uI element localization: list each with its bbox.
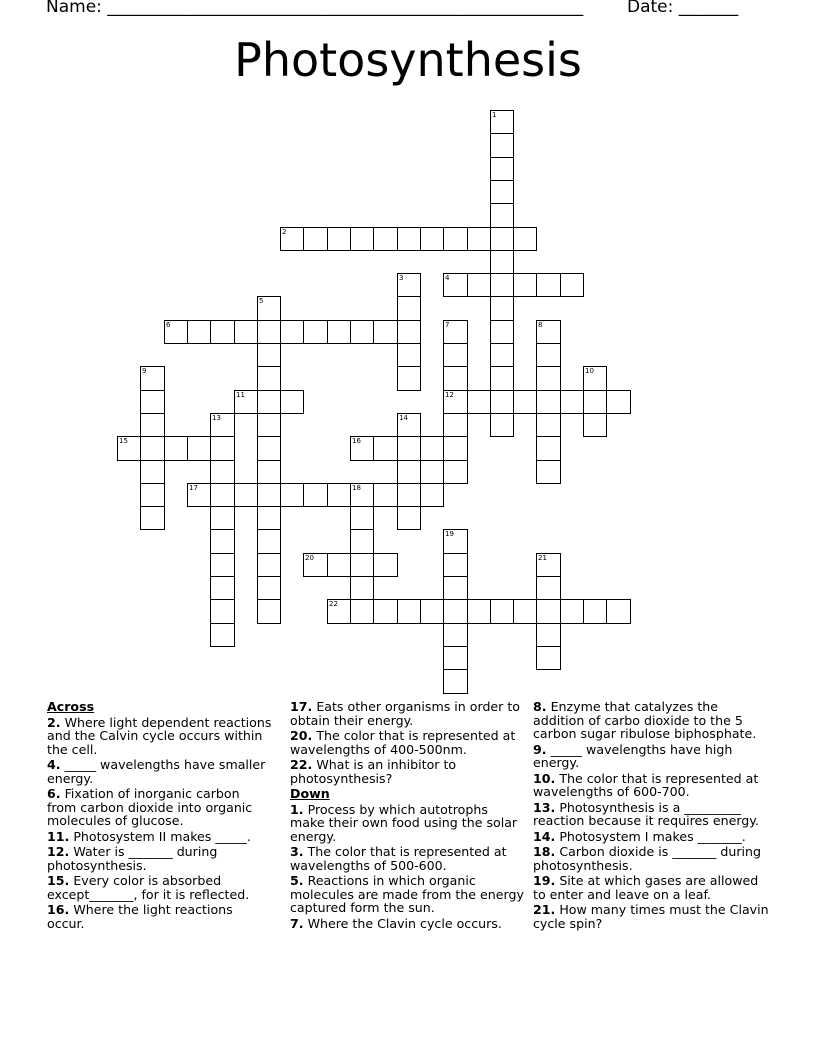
clue-number: 19 — [445, 530, 454, 538]
grid-cell[interactable] — [443, 623, 468, 647]
clue-item-text: The color that is represented at wavelengths of 600-700. — [533, 770, 759, 799]
grid-cell[interactable] — [140, 460, 165, 484]
grid-cell[interactable] — [420, 483, 444, 507]
grid-cell[interactable] — [257, 460, 281, 484]
grid-cell[interactable] — [560, 273, 584, 297]
clue-item-text: Photosystem I makes _______. — [555, 828, 746, 844]
grid-cell[interactable] — [536, 413, 561, 437]
grid-cell[interactable] — [536, 576, 561, 600]
grid-cell[interactable] — [513, 273, 537, 297]
clues-column-2 — [290, 700, 525, 932]
grid-cell[interactable] — [140, 436, 165, 461]
grid-cell[interactable] — [467, 227, 491, 251]
grid-cell[interactable] — [536, 320, 561, 344]
grid-cell[interactable] — [606, 599, 631, 624]
grid-cell[interactable] — [513, 227, 537, 251]
clue-item-number: 5. — [290, 873, 304, 888]
grid-cell[interactable] — [536, 599, 561, 624]
grid-cell[interactable] — [490, 320, 514, 344]
clue-item — [290, 917, 525, 931]
clue-number: 16 — [352, 437, 361, 445]
clue-item-text: Water is _______ during photosynthesis. — [47, 844, 218, 873]
grid-cell[interactable] — [536, 366, 561, 391]
grid-cell[interactable] — [257, 413, 281, 437]
clue-item — [290, 845, 525, 872]
down-heading: Down — [290, 786, 330, 801]
grid-cell[interactable] — [257, 506, 281, 530]
clue-item — [533, 903, 773, 930]
clue-number: 9 — [142, 367, 147, 375]
grid-cell[interactable] — [443, 343, 468, 367]
clue-item — [47, 758, 272, 785]
clue-number: 3 — [399, 274, 404, 282]
page-title: Photosynthesis — [234, 33, 582, 87]
grid-cell[interactable] — [187, 483, 211, 507]
grid-cell[interactable] — [397, 296, 421, 321]
grid-cell[interactable] — [210, 529, 235, 554]
grid-cell[interactable] — [210, 320, 235, 344]
grid-cell[interactable] — [350, 483, 374, 507]
grid-cell[interactable] — [257, 553, 281, 577]
clue-item-number: 2. — [47, 714, 61, 730]
grid-cell[interactable] — [327, 320, 351, 344]
grid-cell[interactable] — [490, 110, 514, 134]
grid-cell[interactable] — [117, 436, 141, 461]
clue-item-number: 17. — [290, 699, 313, 714]
clue-item-text: Process by which autotrophs make their own food using the solar energy. — [290, 801, 518, 844]
clue-item-number: 16. — [47, 902, 70, 917]
grid-cell[interactable] — [443, 599, 468, 624]
clue-number: 20 — [305, 554, 314, 562]
grid-cell[interactable] — [257, 320, 281, 344]
clue-item-text: Where the light reactions occur. — [47, 902, 233, 931]
grid-cell[interactable] — [536, 390, 561, 414]
grid-cell[interactable] — [397, 366, 421, 391]
grid-cell[interactable] — [280, 227, 304, 251]
grid-cell[interactable] — [397, 436, 421, 461]
grid-cell[interactable] — [420, 227, 444, 251]
clue-number: 7 — [445, 321, 450, 329]
grid-cell[interactable] — [350, 576, 374, 600]
clue-item — [47, 716, 272, 757]
grid-cell[interactable] — [257, 366, 281, 391]
grid-cell[interactable] — [397, 227, 421, 251]
grid-cell[interactable] — [280, 320, 304, 344]
grid-cell[interactable] — [257, 576, 281, 600]
grid-cell[interactable] — [536, 553, 561, 577]
grid-cell[interactable] — [164, 320, 188, 344]
clue-number: 10 — [585, 367, 594, 375]
clues-column-3 — [533, 700, 773, 932]
grid-cell[interactable] — [490, 157, 514, 181]
grid-cell[interactable] — [560, 390, 584, 414]
clue-number: 5 — [259, 297, 264, 305]
grid-cell[interactable] — [443, 646, 468, 670]
clue-item-text: Site at which gases are allowed to enter and leave on a leaf. — [533, 873, 759, 902]
grid-cell[interactable] — [397, 343, 421, 367]
clue-item — [533, 845, 773, 872]
grid-cell[interactable] — [210, 506, 235, 530]
clue-item-number: 3. — [290, 844, 304, 859]
clue-item-number: 18. — [533, 844, 556, 859]
clue-number: 21 — [538, 554, 547, 562]
grid-cell[interactable] — [280, 390, 304, 414]
grid-cell[interactable] — [327, 553, 351, 577]
clue-number: 14 — [399, 414, 408, 422]
clue-item-text: How many times must the Clavin cycle spin? — [533, 902, 769, 931]
clue-number: 15 — [119, 437, 128, 445]
grid-cell[interactable] — [490, 599, 514, 624]
clue-item-text: _____ wavelengths have high energy. — [533, 741, 733, 770]
clue-item — [533, 700, 773, 741]
clue-item-number: 12. — [47, 844, 70, 859]
grid-cell[interactable] — [443, 436, 468, 461]
grid-cell[interactable] — [397, 506, 421, 530]
grid-cell[interactable] — [443, 553, 468, 577]
grid-cell[interactable] — [303, 553, 328, 577]
grid-cell[interactable] — [536, 343, 561, 367]
clue-number: 2 — [282, 228, 287, 236]
grid-cell[interactable] — [513, 599, 537, 624]
clue-item-number: 21. — [533, 902, 556, 917]
clue-item — [533, 801, 773, 828]
grid-cell[interactable] — [257, 390, 281, 414]
clue-item-number: 13. — [533, 799, 556, 815]
grid-cell[interactable] — [350, 320, 374, 344]
clue-item — [533, 830, 773, 844]
clue-item-text: What is an inhibitor to photosynthesis? — [290, 757, 457, 786]
grid-cell[interactable] — [443, 460, 468, 484]
grid-cell[interactable] — [560, 599, 584, 624]
clue-item — [290, 803, 525, 844]
across-heading: Across — [47, 699, 95, 714]
grid-cell[interactable] — [606, 390, 631, 414]
grid-cell[interactable] — [490, 250, 514, 274]
clue-number: 11 — [236, 391, 245, 399]
grid-cell[interactable] — [303, 320, 328, 344]
name-field-label[interactable]: Name: ________________________________________________________ — [46, 0, 584, 17]
clue-number: 8 — [538, 321, 543, 329]
clue-item-number: 9. — [533, 741, 547, 757]
grid-cell[interactable] — [373, 320, 398, 344]
grid-cell[interactable] — [234, 483, 258, 507]
grid-cell[interactable] — [443, 669, 468, 694]
grid-cell[interactable] — [420, 599, 444, 624]
grid-cell[interactable] — [490, 133, 514, 158]
clue-item-number: 22. — [290, 757, 313, 772]
grid-cell[interactable] — [327, 599, 351, 624]
grid-cell[interactable] — [443, 273, 468, 297]
grid-cell[interactable] — [327, 483, 351, 507]
grid-cell[interactable] — [303, 483, 328, 507]
clue-item-number: 4. — [47, 757, 61, 772]
grid-cell[interactable] — [210, 599, 235, 624]
grid-cell[interactable] — [397, 483, 421, 507]
clue-item-number: 14. — [533, 828, 556, 844]
grid-cell[interactable] — [420, 436, 444, 461]
clue-item-number: 1. — [290, 801, 304, 817]
grid-cell[interactable] — [490, 390, 514, 414]
grid-cell[interactable] — [350, 599, 374, 624]
grid-cell[interactable] — [490, 366, 514, 391]
grid-cell[interactable] — [583, 390, 607, 414]
grid-cell[interactable] — [234, 320, 258, 344]
clue-item — [47, 787, 272, 828]
clue-item — [533, 743, 773, 770]
clue-item — [290, 729, 525, 756]
clue-item-text: The color that is represented at wavelengths of 400-500nm. — [290, 728, 516, 757]
clue-item-number: 19. — [533, 873, 556, 888]
down-clue-list — [290, 803, 525, 931]
clue-number: 13 — [212, 414, 221, 422]
clue-item-number: 15. — [47, 873, 70, 888]
grid-cell[interactable] — [210, 553, 235, 577]
grid-cell[interactable] — [140, 506, 165, 530]
grid-cell[interactable] — [583, 599, 607, 624]
grid-cell[interactable] — [373, 553, 398, 577]
grid-cell[interactable] — [350, 227, 374, 251]
clue-item-text: _____ wavelengths have smaller energy. — [47, 757, 266, 786]
grid-cell[interactable] — [164, 436, 188, 461]
grid-cell[interactable] — [397, 413, 421, 437]
clue-item — [47, 903, 272, 930]
grid-cell[interactable] — [443, 576, 468, 600]
grid-cell[interactable] — [373, 599, 398, 624]
grid-cell[interactable] — [490, 273, 514, 297]
clue-item-text: Eats other organisms in order to obtain their energy. — [290, 699, 521, 728]
grid-cell[interactable] — [490, 227, 514, 251]
grid-cell[interactable] — [443, 366, 468, 391]
grid-cell[interactable] — [140, 366, 165, 391]
clue-item-number: 10. — [533, 770, 556, 786]
grid-cell[interactable] — [490, 180, 514, 204]
clue-item-text: Where light dependent reactions and the Calvin cycle occurs within the cell. — [47, 714, 272, 757]
grid-cell[interactable] — [490, 343, 514, 367]
clue-item-number: 7. — [290, 915, 304, 931]
grid-cell[interactable] — [490, 203, 514, 228]
grid-cell[interactable] — [280, 483, 304, 507]
clue-item-text: Enzyme that catalyzes the addition of carbo dioxide to the 5 carbon sugar ribulose biphosphate. — [533, 699, 757, 741]
grid-cell[interactable] — [490, 296, 514, 321]
grid-cell[interactable] — [187, 436, 211, 461]
grid-cell[interactable] — [467, 599, 491, 624]
grid-cell[interactable] — [257, 483, 281, 507]
grid-cell[interactable] — [140, 413, 165, 437]
down-clue-list-continued — [533, 700, 773, 930]
grid-cell[interactable] — [257, 296, 281, 321]
clue-item-number: 20. — [290, 728, 313, 743]
clue-item-text: Where the Clavin cycle occurs. — [303, 915, 502, 931]
grid-cell[interactable] — [187, 320, 211, 344]
clue-item-text: Reactions in which organic molecules are made from the energy captured form the sun. — [290, 873, 524, 915]
grid-cell[interactable] — [257, 529, 281, 554]
date-field-label[interactable]: Date: _______ — [627, 0, 739, 17]
grid-cell[interactable] — [350, 436, 374, 461]
grid-cell[interactable] — [443, 227, 468, 251]
grid-cell[interactable] — [536, 436, 561, 461]
clue-number: 6 — [166, 321, 171, 329]
grid-cell[interactable] — [234, 390, 258, 414]
clue-item — [533, 772, 773, 799]
clue-item — [533, 874, 773, 901]
grid-cell[interactable] — [397, 460, 421, 484]
grid-cell[interactable] — [373, 483, 398, 507]
clue-number: 17 — [189, 484, 198, 492]
clue-item-text: The color that is represented at wavelengths of 500-600. — [290, 844, 507, 873]
grid-cell[interactable] — [373, 227, 398, 251]
across-clue-list-continued — [290, 700, 525, 785]
grid-cell[interactable] — [303, 227, 328, 251]
clue-item-text: Every color is absorbed except_______, for it is reflected. — [47, 873, 250, 902]
clue-item — [47, 845, 272, 872]
grid-cell[interactable] — [443, 529, 468, 554]
grid-cell[interactable] — [397, 599, 421, 624]
clue-item — [47, 874, 272, 901]
grid-cell[interactable] — [373, 436, 398, 461]
grid-cell[interactable] — [443, 320, 468, 344]
grid-cell[interactable] — [397, 320, 421, 344]
grid-cell[interactable] — [490, 413, 514, 437]
grid-cell[interactable] — [536, 273, 561, 297]
grid-cell[interactable] — [257, 436, 281, 461]
clue-item — [47, 830, 272, 844]
clue-number: 22 — [329, 600, 338, 608]
grid-cell[interactable] — [140, 483, 165, 507]
grid-cell[interactable] — [350, 506, 374, 530]
clue-item-text: Carbon dioxide is _______ during photosynthesis. — [533, 844, 761, 873]
grid-cell[interactable] — [536, 646, 561, 670]
grid-cell[interactable] — [140, 390, 165, 414]
grid-cell[interactable] — [327, 227, 351, 251]
grid-cell[interactable] — [536, 460, 561, 484]
clues-column-1 — [47, 700, 272, 932]
clue-item — [290, 874, 525, 915]
clue-number: 12 — [445, 391, 454, 399]
clue-item-number: 6. — [47, 786, 61, 801]
clue-item-text: Photosystem II makes _____. — [69, 828, 251, 844]
grid-cell[interactable] — [257, 599, 281, 624]
grid-cell[interactable] — [257, 343, 281, 367]
clue-item — [290, 700, 525, 727]
across-clue-list — [47, 716, 272, 931]
clue-item-number: 11. — [47, 828, 70, 844]
grid-cell[interactable] — [210, 413, 235, 437]
clue-item-text: Photosynthesis is a _________ reaction because it requires energy. — [533, 799, 759, 828]
grid-cell[interactable] — [210, 623, 235, 647]
grid-cell[interactable] — [467, 273, 491, 297]
clue-number: 18 — [352, 484, 361, 492]
clue-number: 4 — [445, 274, 450, 282]
grid-cell[interactable] — [536, 623, 561, 647]
grid-cell[interactable] — [350, 553, 374, 577]
grid-cell[interactable] — [443, 390, 468, 414]
clue-item — [290, 758, 525, 785]
grid-cell[interactable] — [583, 366, 607, 391]
grid-cell[interactable] — [397, 273, 421, 297]
grid-cell[interactable] — [210, 576, 235, 600]
grid-cell[interactable] — [443, 413, 468, 437]
grid-cell[interactable] — [583, 413, 607, 437]
grid-cell[interactable] — [210, 436, 235, 461]
grid-cell[interactable] — [210, 460, 235, 484]
clue-item-number: 8. — [533, 699, 547, 714]
clue-number: 1 — [492, 111, 497, 119]
grid-cell[interactable] — [210, 483, 235, 507]
grid-cell[interactable] — [513, 390, 537, 414]
grid-cell[interactable] — [350, 529, 374, 554]
grid-cell[interactable] — [467, 390, 491, 414]
clue-item-text: Fixation of inorganic carbon from carbon dioxide into organic molecules of glucose. — [47, 786, 253, 828]
